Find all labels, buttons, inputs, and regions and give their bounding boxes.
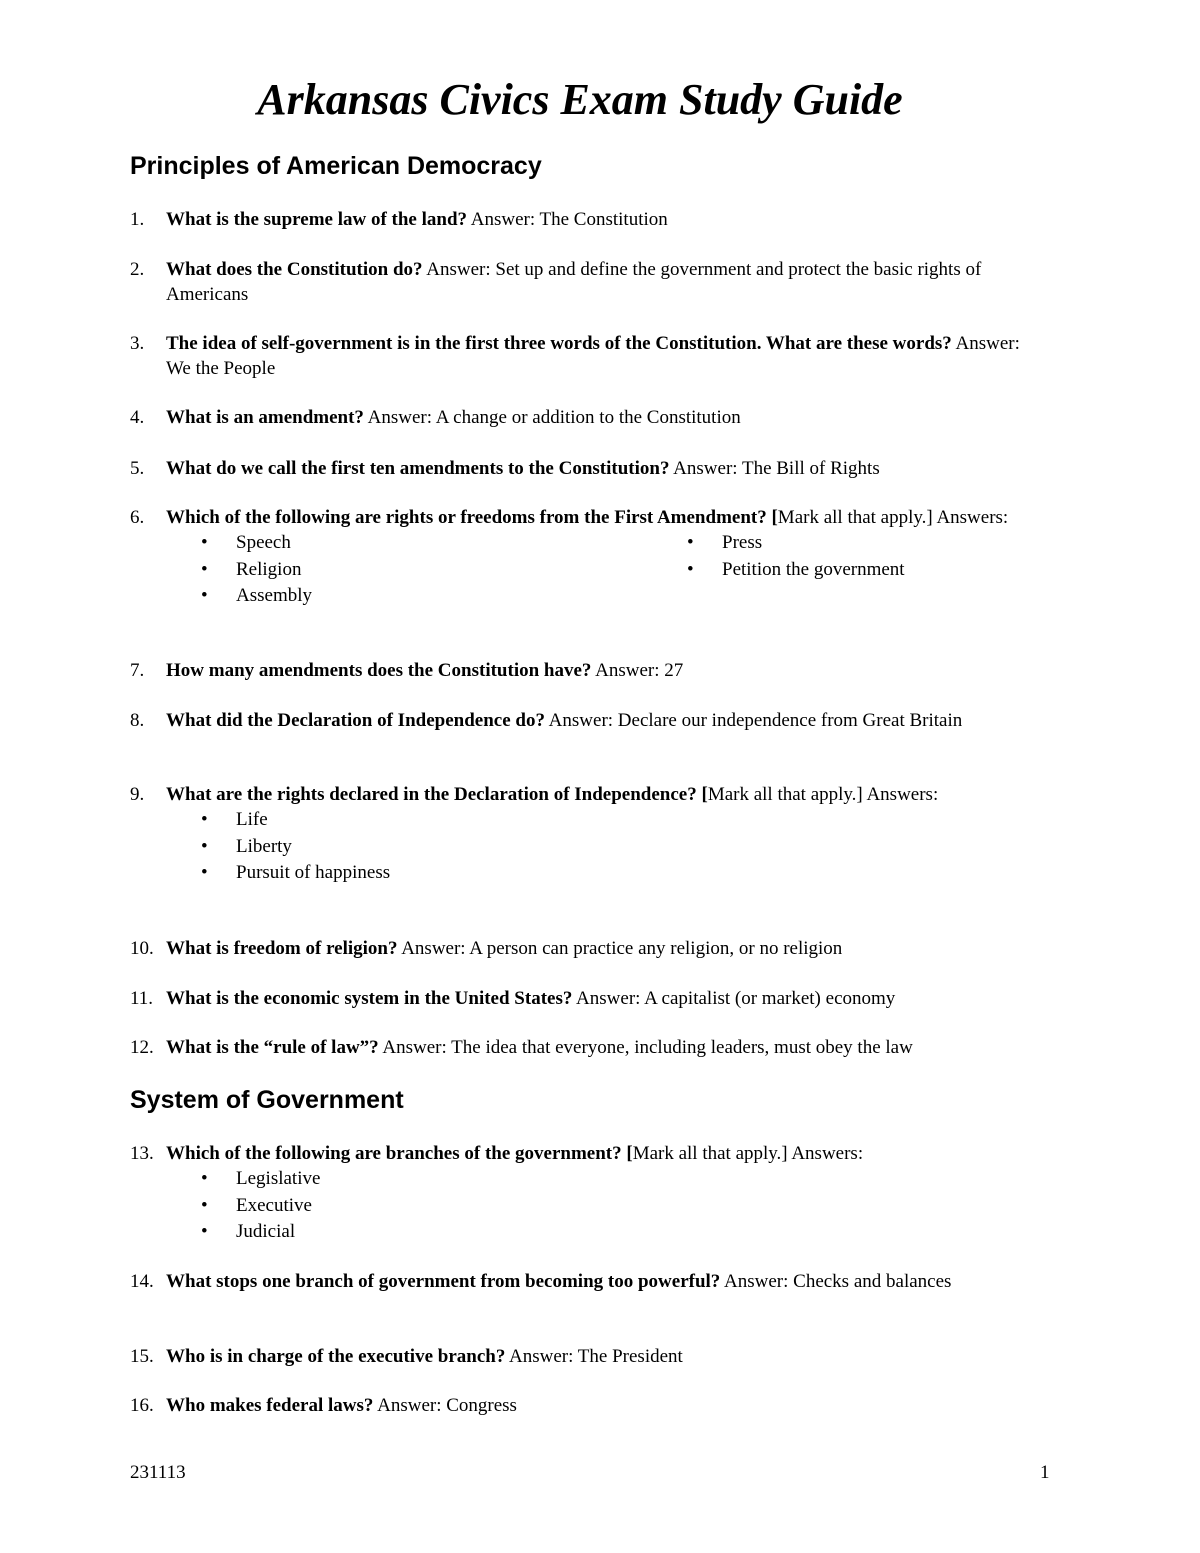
question-number: 4.: [130, 407, 145, 428]
answer-bullet-list: • Legislative • Executive • Judicial: [201, 1168, 321, 1242]
question-14: [130, 1269, 1030, 1294]
question-text: What is freedom of religion?: [166, 938, 398, 959]
question-text: What are the rights declared in the Declaration of Independence? [: [166, 784, 708, 805]
answer-text: Answer: The Bill of Rights: [669, 458, 880, 479]
answer-text: Answer: A capitalist (or market) economy: [572, 988, 896, 1009]
question-text: What does the Constitution do?: [166, 259, 423, 280]
question-text: Who is in charge of the executive branch?: [166, 1346, 506, 1367]
question-text: What did the Declaration of Independence do?: [166, 710, 545, 731]
question-text: Which of the following are rights or freedoms from the First Amendment? [: [166, 507, 778, 528]
question-7: [130, 658, 1030, 683]
question-number: 10.: [130, 938, 154, 959]
answer-text: Answer: Declare our independence from Great Britain: [544, 710, 963, 731]
answer-text: Answer: 27: [591, 660, 684, 681]
answer-bullet-list: • Speech • Religion • Assembly • Press • Petition the government: [201, 532, 905, 606]
question-text: What do we call the first ten amendments to the Constitution?: [166, 458, 670, 479]
answer-text: Answer: We the People: [166, 333, 1020, 379]
question-number: 5.: [130, 458, 145, 479]
question-11: [130, 986, 1030, 1011]
question-1: [130, 207, 1030, 232]
question-15: [130, 1344, 1030, 1369]
answer-text: Answer: The President: [505, 1346, 683, 1367]
answer-text: Answer: Congress: [373, 1395, 517, 1416]
page-title: Arkansas Civics Exam Study Guide: [257, 75, 903, 124]
section-heading-principles: Principles of American Democracy: [130, 152, 542, 180]
answer-text: Mark all that apply.] Answers:: [707, 784, 939, 805]
question-4: [130, 405, 1030, 430]
question-2: [130, 257, 1030, 307]
question-number: 16.: [130, 1395, 154, 1416]
question-number: 12.: [130, 1037, 154, 1058]
answer-text: Answer: A person can practice any religion, or no religion: [397, 938, 843, 959]
question-5: [130, 456, 1030, 481]
question-number: 14.: [130, 1271, 154, 1292]
question-text: The idea of self-government is in the first three words of the Constitution. What are these words?: [166, 333, 952, 354]
question-number: 11.: [130, 988, 154, 1009]
answer-bullet-list: • Life • Liberty • Pursuit of happiness: [201, 809, 391, 883]
answer-text: Answer: The Constitution: [467, 209, 668, 230]
question-text: What stops one branch of government from becoming too powerful?: [166, 1271, 721, 1292]
question-number: 8.: [130, 710, 145, 731]
question-text: What is an amendment?: [166, 407, 364, 428]
question-text: How many amendments does the Constitution have?: [166, 660, 592, 681]
question-3: [130, 331, 1030, 381]
question-text: What is the supreme law of the land?: [166, 209, 468, 230]
question-text: Which of the following are branches of the government? [: [166, 1143, 633, 1164]
answer-text: Answer: Set up and define the government and protect the basic rights of Americans: [166, 259, 982, 305]
question-text: Who makes federal laws?: [166, 1395, 374, 1416]
question-number: 9.: [130, 784, 145, 805]
question-13: [130, 1141, 1030, 1246]
question-16: [130, 1393, 1030, 1418]
question-number: 15.: [130, 1346, 154, 1367]
footer-document-id: 231113: [130, 1462, 186, 1483]
answer-text: Answer: A change or addition to the Constitution: [363, 407, 741, 428]
question-10: [130, 936, 1030, 961]
question-number: 7.: [130, 660, 145, 681]
question-number: 2.: [130, 259, 145, 280]
question-number: 6.: [130, 507, 145, 528]
section-heading-system: System of Government: [130, 1086, 404, 1114]
question-text: What is the “rule of law”?: [166, 1037, 379, 1058]
answer-text: Answer: The idea that everyone, including leaders, must obey the law: [378, 1037, 913, 1058]
question-12: [130, 1035, 1030, 1060]
question-text: What is the economic system in the United States?: [166, 988, 573, 1009]
question-9: [130, 782, 1030, 887]
answer-text: Mark all that apply.] Answers:: [777, 507, 1009, 528]
question-number: 13.: [130, 1143, 154, 1164]
question-number: 1.: [130, 209, 145, 230]
answer-text: Answer: Checks and balances: [720, 1271, 952, 1292]
footer-page-number: 1: [1040, 1462, 1050, 1483]
question-number: 3.: [130, 333, 145, 354]
question-8: [130, 708, 1030, 733]
answer-text: Mark all that apply.] Answers:: [632, 1143, 864, 1164]
question-6: [130, 505, 1030, 610]
